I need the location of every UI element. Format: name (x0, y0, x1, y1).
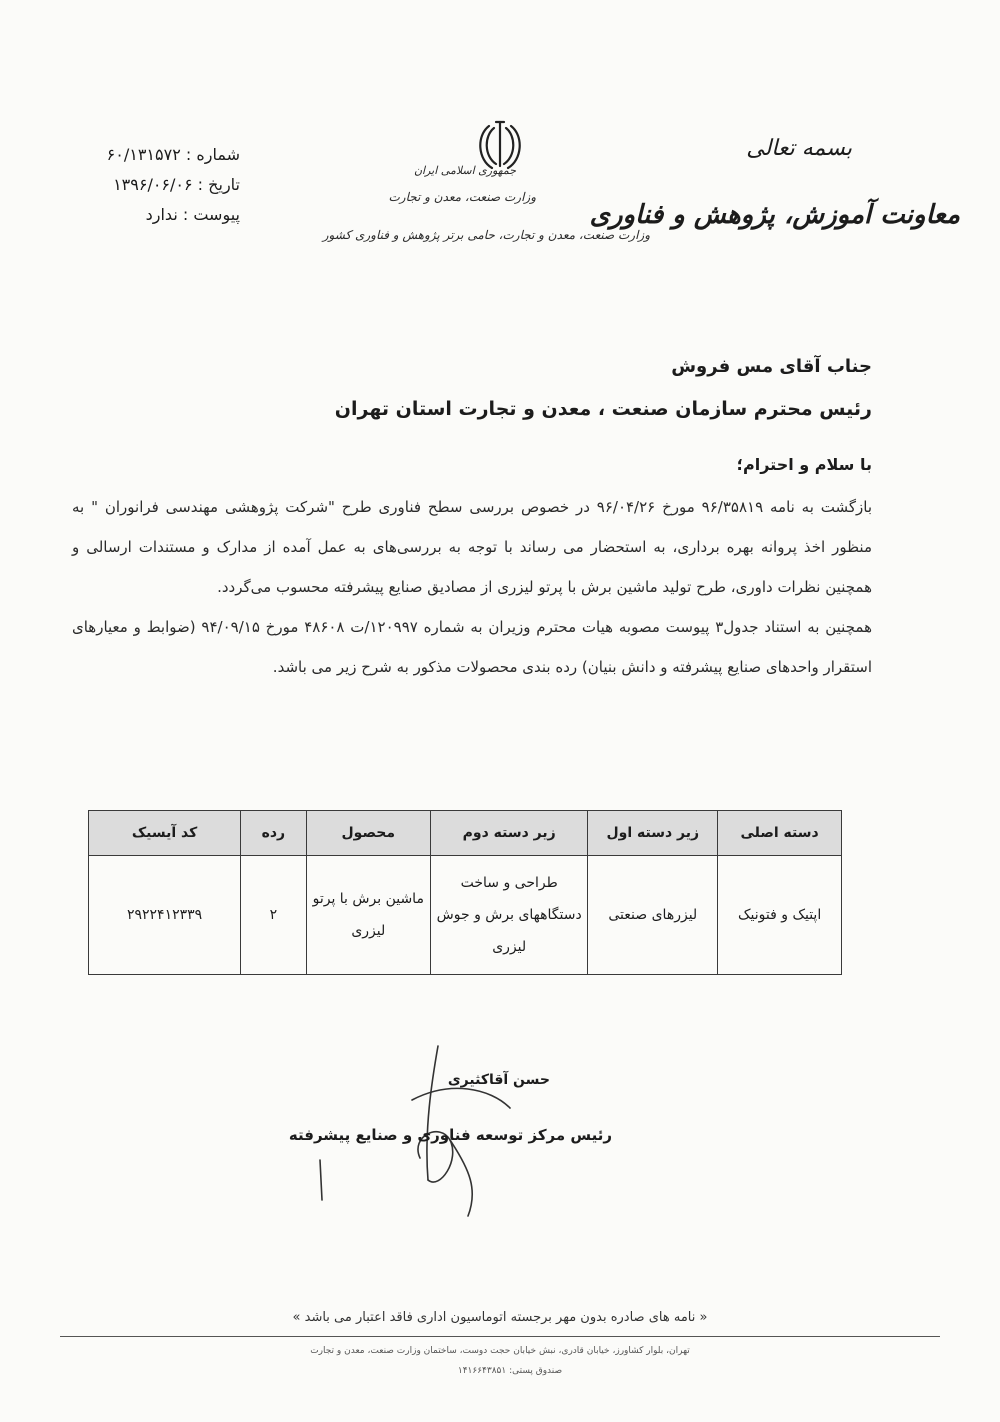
footer-po-box: صندوق پستی: ۱۴۱۶۶۴۳۸۵۱ (457, 1366, 563, 1376)
table-cell: لیزرهای صنعتی (588, 856, 718, 975)
recipient-title: رئیس محترم سازمان صنعت ، معدن و تجارت استان تهران (334, 398, 872, 420)
body-paragraph: همچنین به استناد جدول۳ پیوست مصوبه هیات محترم وزیران به شماره ۱۲۰۹۹۷/ت ۴۸۶۰۸ مورخ ۹۴/۰۹/۱۵ (ضوابط و معیارهای استقرار واحدهای صنایع پیشرفته و دانش بنیان) رده بندی محصولات مذکور به شرح زیر می باشد. (72, 618, 872, 676)
footer-validity-note: « نامه های صادره بدون مهر برجسته اتوماسیون اداری فاقد اعتبار می باشد » (292, 1310, 708, 1325)
footer-divider (60, 1336, 940, 1337)
gov-line-slogan: وزارت صنعت، معدن و تجارت، حامی برتر پژوهش و فناوری کشور (322, 228, 650, 242)
recipient-block (335, 352, 872, 426)
table-header-cell: رده (241, 811, 306, 856)
table-header-cell: کد آیسیک (89, 811, 241, 856)
bismillah-heading: بسمه تعالی (746, 136, 852, 161)
body-paragraph: بازگشت به نامه ۹۶/۳۵۸۱۹ مورخ ۹۶/۰۴/۲۶ در خصوص بررسی سطح فناوری طرح "شرکت پژوهشی مهندسی فرانوران " به منظور اخذ پروانه بهره برداری، به استحضار می رساند با توجه به بررسی‌های به عمل آمده از مدارک و مستندات ارسالی و همچنین نظرات داوری، طرح تولید ماشین برش با پرتو لیزری از مصادیق صنایع پیشرفته محسوب می‌گردد. (72, 498, 872, 596)
letter-date: تاریخ : ۱۳۹۶/۰۶/۰۶ (113, 175, 240, 194)
greeting: با سلام و احترام؛ (736, 455, 872, 474)
table-header-cell: دسته اصلی (718, 811, 842, 856)
classification-table (88, 810, 842, 975)
table-cell: ۲ (241, 856, 306, 975)
letter-attachment: پیوست : ندارد (145, 205, 240, 224)
signer-name: حسن آقاکثیری (447, 1072, 550, 1088)
table-header-row (89, 811, 842, 856)
table-row (89, 856, 842, 975)
table-header-cell: محصول (306, 811, 430, 856)
signer-title: رئیس مرکز توسعه فناوری و صنایع پیشرفته (288, 1126, 612, 1144)
letter-number: شماره : ۶۰/۱۳۱۵۷۲ (106, 145, 240, 164)
gov-line-ministry: وزارت صنعت، معدن و تجارت (388, 190, 536, 204)
recipient-name: جناب آقای مس فروش (671, 356, 872, 377)
footer-address: تهران، بلوار کشاورز، خیابان قادری، نبش خیابان حجت دوست، ساختمان وزارت صنعت، معدن و تجارت (310, 1346, 690, 1356)
table-header-cell: زیر دسته اول (588, 811, 718, 856)
gov-line-republic: جمهوری اسلامی ایران (413, 164, 516, 177)
table-cell: اپتیک و فتونیک (718, 856, 842, 975)
table-cell: ماشین برش با پرتو لیزری (306, 856, 430, 975)
table-cell: طراحی و ساخت دستگاههای برش و جوش لیزری (430, 856, 587, 975)
letter-meta (60, 140, 240, 230)
table-cell: ۲۹۲۲۴۱۲۳۳۹ (89, 856, 241, 975)
deputy-heading: معاونت آموزش، پژوهش و فناوری (589, 200, 960, 230)
table-header-cell: زیر دسته دوم (430, 811, 587, 856)
letter-body (72, 487, 872, 687)
